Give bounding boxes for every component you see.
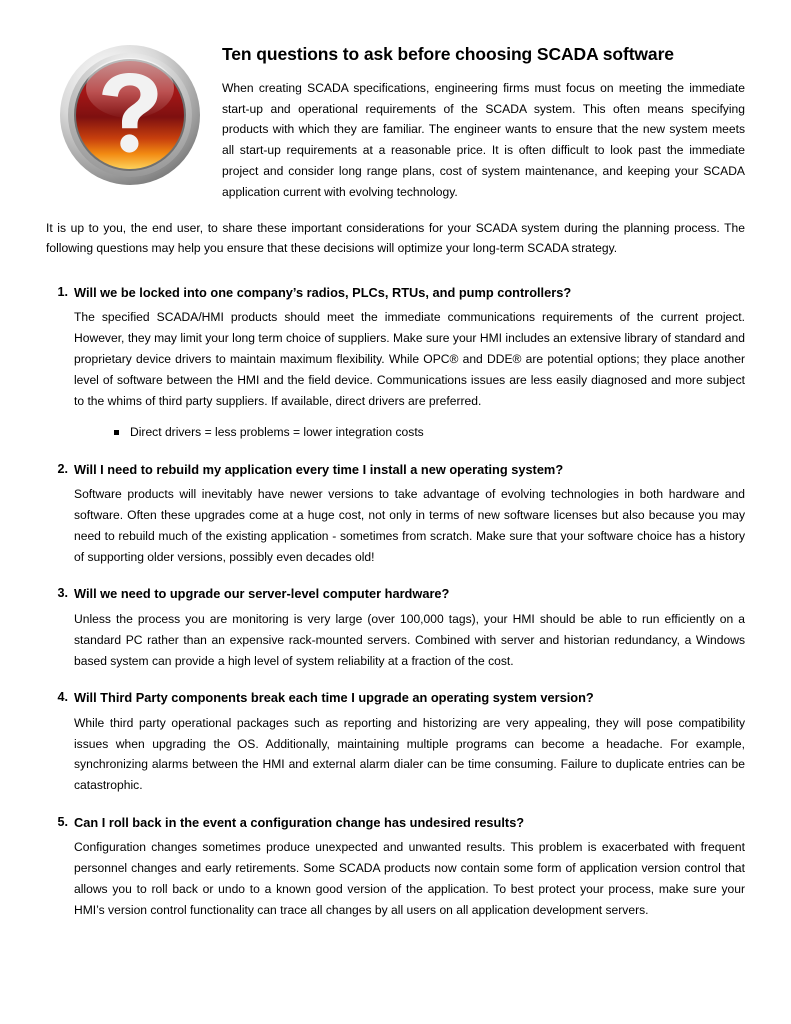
question-title: Will we need to upgrade our server-level computer hardware? xyxy=(74,586,450,602)
header-text-block xyxy=(222,44,745,203)
question-body: Software products will inevitably have newer versions to take advantage of evolving technologies in both hardware and software. Often these upgrades come at a huge cost, not only in terms of new software licenses but also because you may need to rebuild much of the existing application - sometimes from scratch. Make sure that your software choice has a history of supporting older versions, possibly even decades old! xyxy=(74,486,745,564)
question-title: Will I need to rebuild my application every time I install a new operating system? xyxy=(74,461,564,477)
list-item xyxy=(46,688,745,796)
list-item: Direct drivers = less problems = lower integration costs xyxy=(114,422,745,443)
list-item xyxy=(46,460,745,568)
question-body: The specified SCADA/HMI products should meet the immediate communications requirements of the current project. However, they may limit your long term choice of suppliers. Make sure your HMI includes an extensive library of standard and proprietary device drivers to maintain maximum flexibility. While OPC® and DDE® are potential options; they place another level of software between the HMI and the field device. Communications issues are less easily diagnosed and more subject to the whims of third party suppliers. If available, direct drivers are preferred. xyxy=(74,310,745,409)
page-title: Ten questions to ask before choosing SCADA software xyxy=(222,44,674,64)
question-body: While third party operational packages such as reporting and historizing are very appealing, they will pose compatibility issues when upgrading the OS. Additionally, maintaining multiple programs can become a headache. For example, synchronizing alarms between the HMI and external alarm dialer can be time consuming. Failure to duplicate entries can be catastrophic. xyxy=(74,715,745,793)
question-body: Configuration changes sometimes produce unexpected and unwanted results. This problem is exacerbated with frequent personnel changes and early retirements. Some SCADA products now contain some form of application version control that allows you to roll back or undo to a known good version of the application. To best protect your process, make sure your HMI’s version control functionality can trace all changes by all users on all application development servers. xyxy=(74,840,745,918)
question-body: Unless the process you are monitoring is very large (over 100,000 tags), your HMI should be able to run efficiently on a standard PC rather than an expensive rack-mounted servers. Combined with server and historian redundancy, a Windows based system can provide a high level of system reliability at a fraction of the cost. xyxy=(74,611,745,668)
questions-list xyxy=(46,283,745,921)
list-item xyxy=(46,283,745,442)
question-title: Will we be locked into one company’s radios, PLCs, RTUs, and pump controllers? xyxy=(74,285,572,301)
list-item xyxy=(46,584,745,671)
question-title: Will Third Party components break each time I upgrade an operating system version? xyxy=(74,690,594,706)
document-header xyxy=(46,36,745,214)
question-mark-badge-icon xyxy=(56,40,204,190)
question-title: Can I roll back in the event a configuration change has undesired results? xyxy=(74,815,525,831)
intro-paragraph-2-block xyxy=(46,218,745,260)
intro-paragraph-1: When creating SCADA specifications, engineering firms must focus on meeting the immediate start-up and operational requirements of the SCADA system. This often means specifying products with which they are familiar. The engineer wants to ensure that the new system meets all start-up requirements at a reasonable price. It is often difficult to look past the immediate project and consider long range plans, cost of system maintenance, and keeping your SCADA application current with evolving technology. xyxy=(222,80,745,199)
question-bullets xyxy=(74,422,745,443)
intro-paragraph-2: It is up to you, the end user, to share these important considerations for your SCADA system during the planning process. The following questions may help you ensure that these decisions will optimize your long-term SCADA strategy. xyxy=(46,220,745,256)
list-item xyxy=(46,813,745,921)
